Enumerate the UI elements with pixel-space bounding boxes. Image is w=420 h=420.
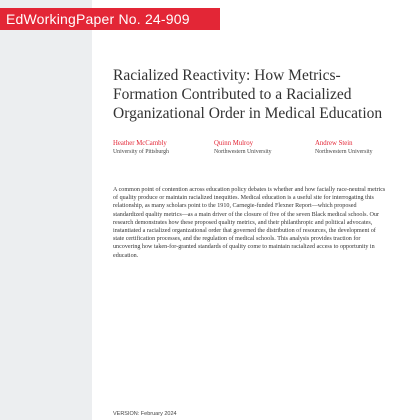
author-name: Heather McCambly	[113, 140, 167, 147]
working-paper-badge: EdWorkingPaper No. 24-909	[0, 8, 220, 30]
author-2	[214, 140, 312, 156]
author-3	[315, 140, 413, 156]
version-label: VERSION: February 2024	[113, 411, 177, 417]
abstract-text: A common point of contention across education policy debates is whether and how facially race-neutral metrics of quality produce or maintain racialized inequities. Medical education is a useful site for interrogating this relationship, as many scholars point to the 1910, Carnegie-funded Flexner Report—which proposed standardized quality metrics—as a main driver of the closure of five of the seven Black medical schools. Our research demonstrates how these proposed quality metrics, and their philanthropic and political advocates, instantiated a racialized organizational order that governed the distribution of resources, the development of state certification processes, and the regulation of medical schools. This analysis provides traction for uncovering how taken-for-granted standards of quality come to maintain racialized access to opportunity in education.	[113, 187, 386, 259]
author-affiliation: University of Pittsburgh	[113, 149, 169, 155]
author-affiliation: Northwestern University	[214, 149, 272, 155]
author-affiliation: Northwestern University	[315, 149, 373, 155]
paper-title: Racialized Reactivity: How Metrics-Formation Contributed to a Racialized Organizational Order in Medical Education	[113, 67, 383, 122]
author-list	[113, 140, 413, 156]
author-name: Andrew Stein	[315, 140, 353, 147]
author-name: Quinn Mulroy	[214, 140, 254, 147]
author-1	[113, 140, 211, 156]
side-band	[0, 0, 92, 420]
